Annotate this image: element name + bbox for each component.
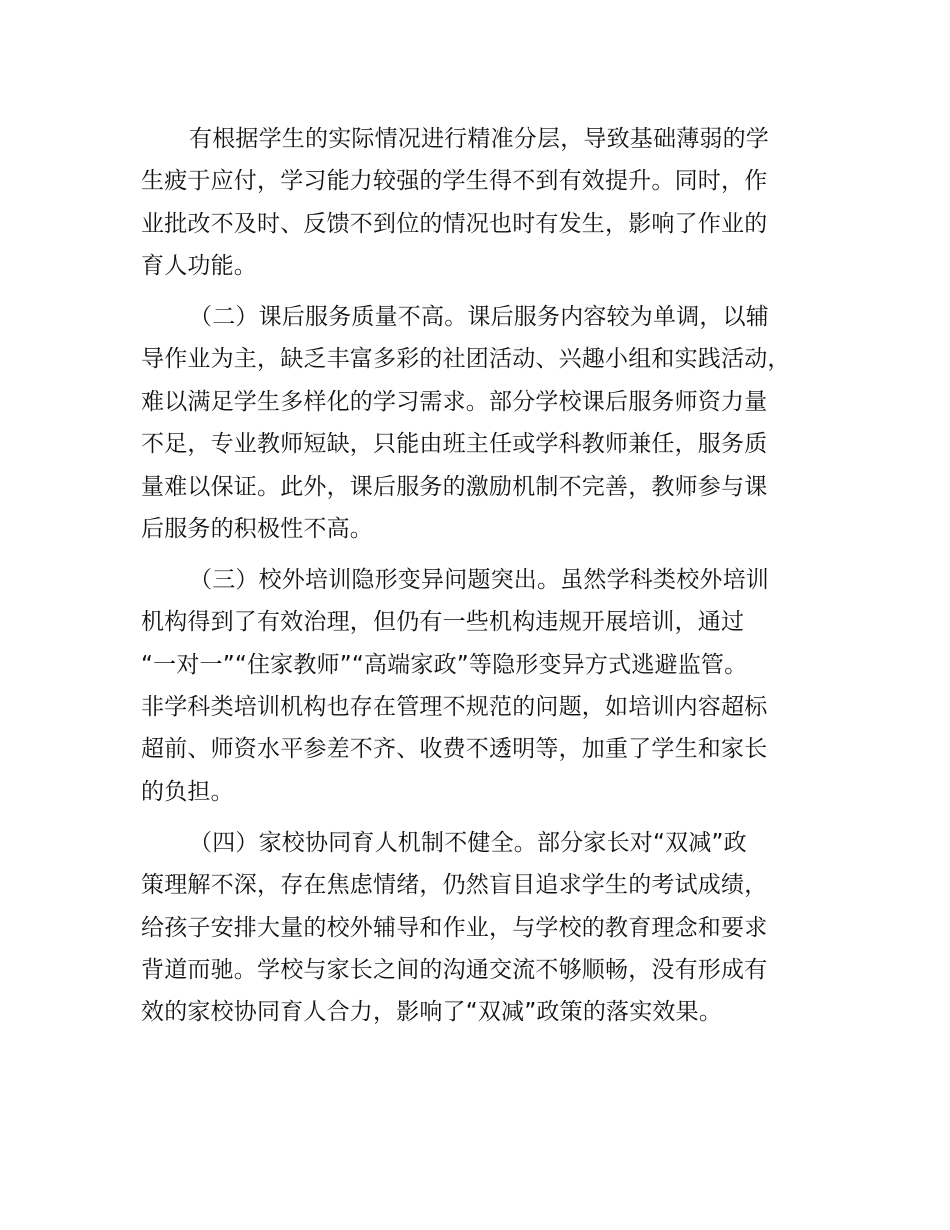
paragraph-gap: [141, 813, 831, 822]
text-line: 不足，专业教师短缺，只能由班主任或学科教师兼任，服务质: [141, 431, 768, 458]
section-heading-line: （二）课后服务质量不高。课后服务内容较为单调，以辅: [189, 304, 769, 331]
paragraph-off-campus-training: [141, 559, 831, 813]
text-line: 育人功能。: [141, 253, 257, 280]
text-line: 后服务的积极性不高。: [141, 516, 373, 543]
text-line: “一对一”“住家教师”“高端家政”等隐形变异方式逃避监管。: [141, 651, 748, 678]
text-line: 难以满足学生多样化的学习需求。部分学校课后服务师资力量: [141, 388, 768, 415]
text-line: 生疲于应付，学习能力较强的学生得不到有效提升。同时，作: [141, 168, 768, 195]
text-line: 机构得到了有效治理，但仍有一些机构违规开展培训，通过: [141, 609, 745, 636]
section-heading-line: （三）校外培训隐形变异问题突出。虽然学科类校外培训: [189, 566, 769, 593]
text-line: 有根据学生的实际情况进行精准分层，导致基础薄弱的学: [189, 126, 769, 152]
paragraph-gap: [141, 550, 831, 559]
document-body: [141, 118, 831, 1034]
text-line: 非学科类培训机构也存在管理不规范的问题，如培训内容超标: [141, 694, 768, 721]
text-line: 给孩子安排大量的校外辅导和作业，与学校的教育理念和要求: [141, 914, 768, 941]
text-line: 效的家校协同育人合力，影响了“双减”政策的落实效果。: [141, 999, 723, 1026]
paragraph-gap: [141, 288, 831, 297]
text-line: 的负担。: [141, 778, 234, 805]
text-line: 量难以保证。此外，课后服务的激励机制不完善，教师参与课: [141, 473, 768, 500]
paragraph-home-school-cooperation: [141, 822, 831, 1034]
text-line: 超前、师资水平参差不齐、收费不透明等，加重了学生和家长: [141, 736, 768, 763]
text-line: 背道而驰。学校与家长之间的沟通交流不够顺畅，没有形成有: [141, 956, 768, 983]
text-line: 策理解不深，存在焦虑情绪，仍然盲目追求学生的考试成绩，: [141, 872, 768, 899]
paragraph-intro-continuation: [141, 118, 831, 288]
text-line: 导作业为主，缺乏丰富多彩的社团活动、兴趣小组和实践活动，: [141, 346, 791, 373]
text-line: 业批改不及时、反馈不到位的情况也时有发生，影响了作业的: [141, 210, 768, 237]
section-heading-line: （四）家校协同育人机制不健全。部分家长对“双减”政: [189, 829, 747, 856]
paragraph-after-school-service: [141, 296, 831, 550]
